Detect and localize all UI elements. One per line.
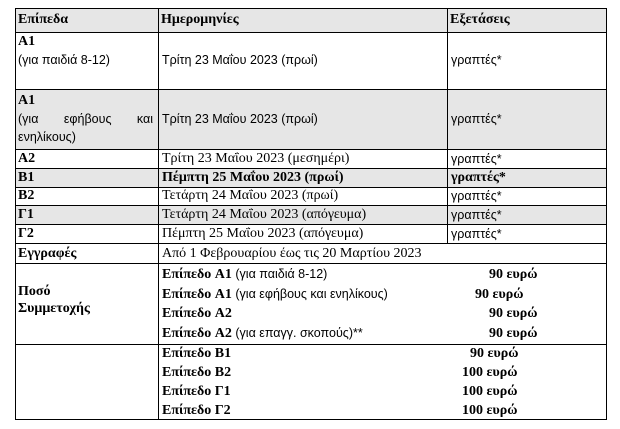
exam-g2: γραπτές* xyxy=(451,227,502,241)
fee-a1-adults-note: (για εφήβους και ενηλίκους) xyxy=(235,287,388,301)
fee-a2-professional-amount: 90 ευρώ xyxy=(489,326,538,341)
row-divider xyxy=(15,344,607,345)
column-divider xyxy=(447,8,448,244)
fee-a1-adults xyxy=(162,286,388,303)
date-b1: Πέμπτη 25 Μαΐου 2023 (πρωί) xyxy=(162,170,344,185)
border-bottom xyxy=(15,419,607,420)
row-divider xyxy=(15,168,607,169)
exam-b2: γραπτές* xyxy=(451,189,502,203)
row-divider xyxy=(15,149,607,150)
registration-dates: Από 1 Φεβρουαρίου έως τις 20 Μαρτίου 2023 xyxy=(162,246,422,261)
level-a1-children: A1 xyxy=(18,34,36,49)
border-left xyxy=(15,8,16,420)
border-top xyxy=(15,8,607,9)
fee-b2-amount: 100 ευρώ xyxy=(462,365,518,380)
border-right xyxy=(606,8,607,420)
fee-a2-professional xyxy=(162,325,363,342)
header-exams: Εξετάσεις xyxy=(450,12,510,27)
exam-g1: γραπτές* xyxy=(451,208,502,222)
fee-g1 xyxy=(162,383,231,400)
fee-a1-children xyxy=(162,266,327,283)
exam-b1: γραπτές* xyxy=(451,170,506,185)
exam-a1-adults: γραπτές* xyxy=(451,112,502,126)
exam-schedule-table xyxy=(15,8,607,420)
date-b2: Τετάρτη 24 Μαΐου 2023 (πρωί) xyxy=(162,188,339,203)
fee-a2-level: Επίπεδο A2 xyxy=(162,306,232,321)
fee-b2 xyxy=(162,364,231,381)
row-divider xyxy=(15,263,607,264)
date-a1-adults: Τρίτη 23 Μαΐου 2023 (πρωί) xyxy=(162,112,318,126)
exam-a1-children: γραπτές* xyxy=(451,53,502,67)
fee-b1-amount: 90 ευρώ xyxy=(470,346,519,361)
fee-a2 xyxy=(162,305,232,322)
level-g1: Γ1 xyxy=(18,207,34,222)
date-a2: Τρίτη 23 Μαΐου 2023 (μεσημέρι) xyxy=(162,151,350,166)
fee-b1-level: Επίπεδο B1 xyxy=(162,346,232,361)
fee-a1-children-amount: 90 ευρώ xyxy=(489,267,538,282)
exam-a2: γραπτές* xyxy=(451,152,502,166)
date-a1-children: Τρίτη 23 Μαΐου 2023 (πρωί) xyxy=(162,53,318,67)
level-a1-adults-note: (για εφήβους και ενηλίκους) xyxy=(18,112,153,144)
fee-g2-amount: 100 ευρώ xyxy=(462,403,518,418)
registration-label: Εγγραφές xyxy=(18,246,77,261)
header-levels: Επίπεδα xyxy=(18,12,69,27)
row-divider xyxy=(15,224,607,225)
fees-label-line2: Συμμετοχής xyxy=(18,301,90,316)
fee-g1-level: Επίπεδο Γ1 xyxy=(162,384,231,399)
row-divider xyxy=(15,32,607,33)
fee-b2-level: Επίπεδο B2 xyxy=(162,365,232,380)
level-b2: B2 xyxy=(18,188,35,203)
level-b1: B1 xyxy=(18,170,35,185)
fee-a2-amount: 90 ευρώ xyxy=(489,306,538,321)
level-g2: Γ2 xyxy=(18,226,34,241)
level-a1-children-note: (για παιδιά 8-12) xyxy=(18,53,110,67)
fee-a2-professional-note: (για επαγγ. σκοπούς)** xyxy=(235,326,363,340)
level-a2: A2 xyxy=(18,151,36,166)
row-divider xyxy=(15,243,607,244)
level-a1-adults: A1 xyxy=(18,93,36,108)
fee-b1 xyxy=(162,345,231,362)
date-g1: Τετάρτη 24 Μαΐου 2023 (απόγευμα) xyxy=(162,207,367,222)
row-divider xyxy=(15,89,607,90)
column-divider xyxy=(158,8,159,420)
fee-g2-level: Επίπεδο Γ2 xyxy=(162,403,231,418)
fee-g1-amount: 100 ευρώ xyxy=(462,384,518,399)
fee-a1-children-level: Επίπεδο A1 xyxy=(162,267,232,282)
row-divider xyxy=(15,205,607,206)
fee-a1-children-note: (για παιδιά 8-12) xyxy=(235,267,328,281)
fee-a2-professional-level: Επίπεδο A2 xyxy=(162,326,232,341)
fee-a1-adults-amount: 90 ευρώ xyxy=(475,287,524,302)
header-dates: Ημερομηνίες xyxy=(161,12,239,27)
fee-a1-adults-level: Επίπεδο A1 xyxy=(162,287,232,302)
fees-label-line1: Ποσό xyxy=(18,284,51,299)
row-divider xyxy=(15,187,607,188)
fee-g2 xyxy=(162,402,231,419)
date-g2: Πέμπτη 25 Μαΐου 2023 (απόγευμα) xyxy=(162,226,364,241)
